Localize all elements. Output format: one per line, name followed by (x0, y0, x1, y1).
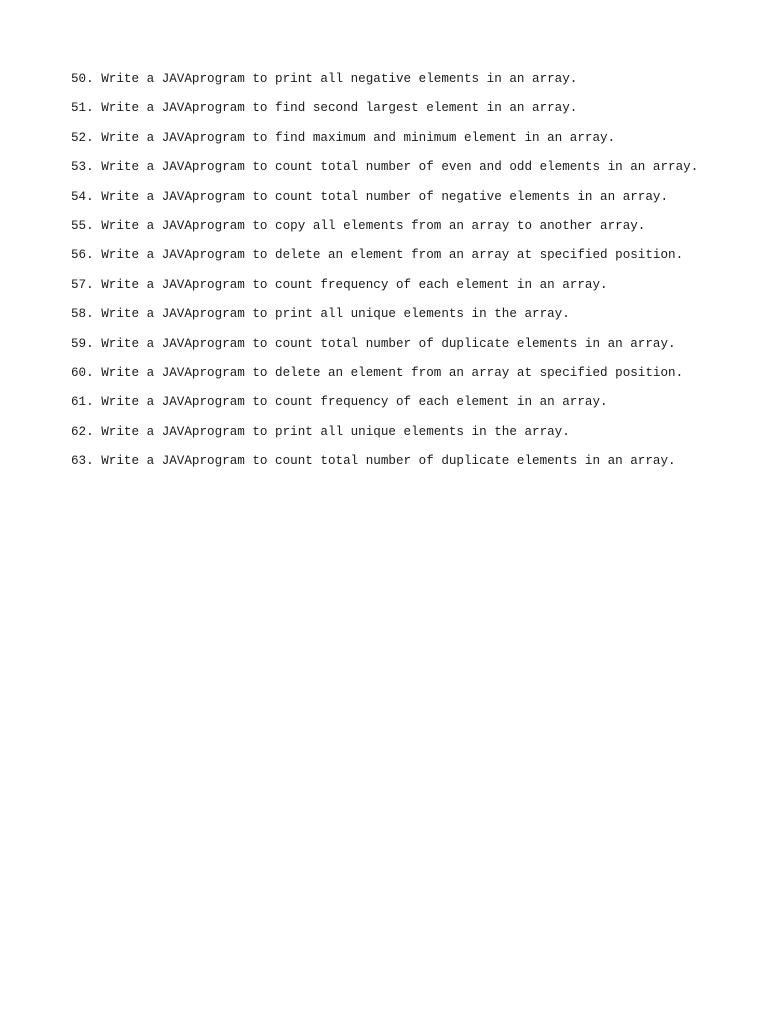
list-item: 59. Write a JAVAprogram to count total number of duplicate elements in an array. (71, 336, 676, 351)
exercise-list (71, 70, 698, 481)
list-item: 60. Write a JAVAprogram to delete an element from an array at specified position. (71, 365, 684, 380)
list-item: 52. Write a JAVAprogram to find maximum and minimum element in an array. (71, 130, 616, 145)
list-item: 56. Write a JAVAprogram to delete an element from an array at specified position. (71, 248, 684, 263)
list-item: 58. Write a JAVAprogram to print all unique elements in the array. (71, 307, 570, 322)
list-item: 53. Write a JAVAprogram to count total number of even and odd elements in an array. (71, 160, 699, 175)
list-item: 57. Write a JAVAprogram to count frequency of each element in an array. (71, 277, 608, 292)
list-item: 51. Write a JAVAprogram to find second largest element in an array. (71, 101, 578, 116)
list-item: 54. Write a JAVAprogram to count total number of negative elements in an array. (71, 189, 669, 204)
list-item: 63. Write a JAVAprogram to count total number of duplicate elements in an array. (71, 454, 676, 469)
list-item: 61. Write a JAVAprogram to count frequency of each element in an array. (71, 395, 608, 410)
list-item: 50. Write a JAVAprogram to print all negative elements in an array. (71, 72, 578, 86)
list-item: 62. Write a JAVAprogram to print all unique elements in the array. (71, 424, 570, 439)
list-item: 55. Write a JAVAprogram to copy all elements from an array to another array. (71, 218, 646, 233)
